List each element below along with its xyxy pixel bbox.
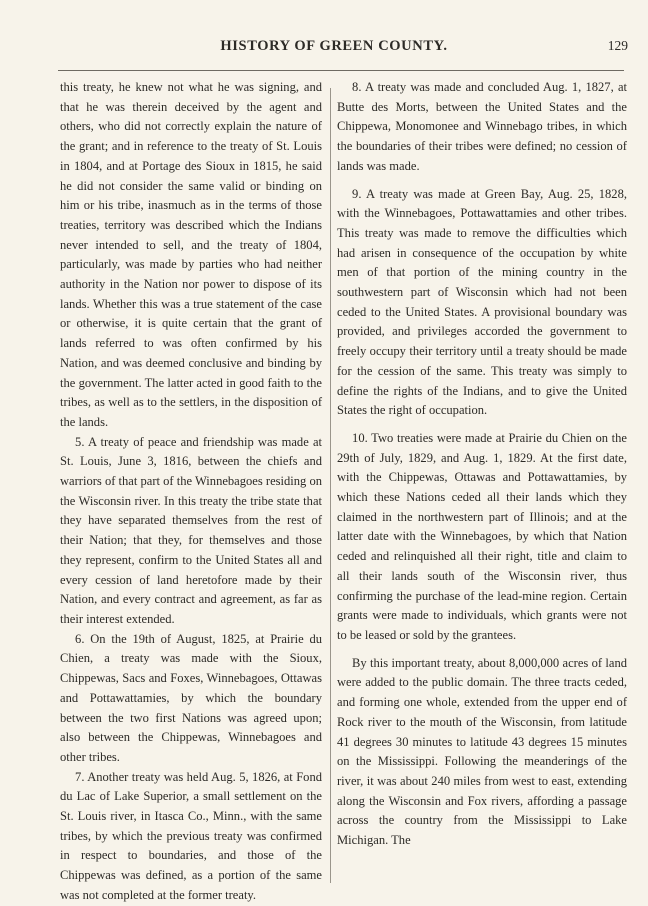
paragraph-treaty-7: 7. Another treaty was held Aug. 5, 1826, at Fond du Lac of Lake Superior, a small settlement on the St. Louis river, in Itasca Co., Minn., with the same tribes, by which the previous treaty was confirmed in respect to boundaries, and those of the Chippewas was defined, as a portion of the same was not completed at the former treaty. (60, 769, 322, 902)
paragraph-treaty-10: 10. Two treaties were made at Prairie du Chien on the 29th of July, 1829, and Aug. 1, 1829. At the first date, with the Chippewas, Ottawas and Pottawattamies, by which these Nations ceded all their lands which they claimed in the northwestern part of Illinois; and at the latter date with the Winnebagoes, by which that Nation ceded and relinquished all their right, title and claim to all their lands south of the Wisconsin river, thus confirming the purchase of the lead-mine region. Certain grants were made to individuals, which grants were not to be leased or sold by the grantees. (337, 430, 627, 642)
running-header (70, 38, 628, 62)
paragraph-treaty-8: 8. A treaty was made and concluded Aug. 1, 1827, at Butte des Morts, between the United States and the Chippewa, Monomonee and Winnebago tribes, in which the boundaries of their tribes were defined; no cession of lands was made. (337, 80, 627, 173)
paragraph-continued: this treaty, he knew not what he was signing, and that he was therein deceived by the agent and others, who did not correctly explain the nature of the grant; and in reference to the treaty of St. Louis in 1804, and at Portage des Sioux in 1815, he said he did not consider the same valid or binding on him or his tribe, inasmuch as in the terms of those treaties, territory was described which the Indians never intended to sell, and the treaty of 1804, particularly, was made by parties who had neither authority in the Nation nor power to dispose of its lands. Whether this was a true statement of the case or otherwise, it is quite certain that the grant of lands referred to was often confirmed by his Nation, and was deemed conclusive and binding by the government. The latter acted in good faith to the tribes, as well as to the settlers, in the disposition of the lands. (60, 80, 322, 429)
paragraph-treaty-9: 9. A treaty was made at Green Bay, Aug. 25, 1828, with the Winnebagoes, Pottawattamies and other tribes. This treaty was made to remove the difficulties which had arisen in consequence of the occupation by white men of that portion of the mining country in the southwestern part of Wisconsin which had not been ceded to the United States. A provisional boundary was provided, and privileges accorded the government to freely occupy their territory until a treaty should be made for the cession of the same. This treaty was simply to define the rights of the Indians, and to give the United States the right of occupation. (337, 186, 627, 418)
running-title: HISTORY OF GREEN COUNTY. (220, 38, 448, 54)
paragraph-land-cession: By this important treaty, about 8,000,000 acres of land were added to the public domain. The three tracts ceded, and forming one whole, extended from the upper end of Rock river to the mouth of the Wisconsin, from latitude 41 degrees 30 minutes to latitude 43 degrees 15 minutes on the Mississippi. Following the meanderings of the river, it was about 240 miles from west to east, extending along the Wisconsin and Fox rivers, affording a passage across the country from the Mississippi to Lake Michigan. The (337, 655, 627, 848)
paragraph-treaty-5: 5. A treaty of peace and friendship was made at St. Louis, June 3, 1816, between the chiefs and warriors of that part of the Winnebagoes residing on the Wisconsin river. In this treaty the tribe state that they have separated themselves from the rest of their Nation; that they, for themselves and those they represent, confirm to the United States all and every cession of land heretofore made by their Nation, and every contract and agreement, as far as their interest extended. (60, 434, 322, 626)
left-column (60, 78, 322, 906)
column-divider (330, 88, 331, 883)
right-column (337, 78, 627, 851)
paragraph-treaty-6: 6. On the 19th of August, 1825, at Prairie du Chien, a treaty was made with the Sioux, Chippewas, Sacs and Foxes, Winnebagoes, Ottawas and Pottawattamies, by which the boundary between the two first Nations was agreed upon; also between the Chippewas, Winnebagoes and other tribes. (60, 631, 322, 764)
header-rule (58, 70, 624, 71)
page-number: 129 (607, 38, 628, 53)
